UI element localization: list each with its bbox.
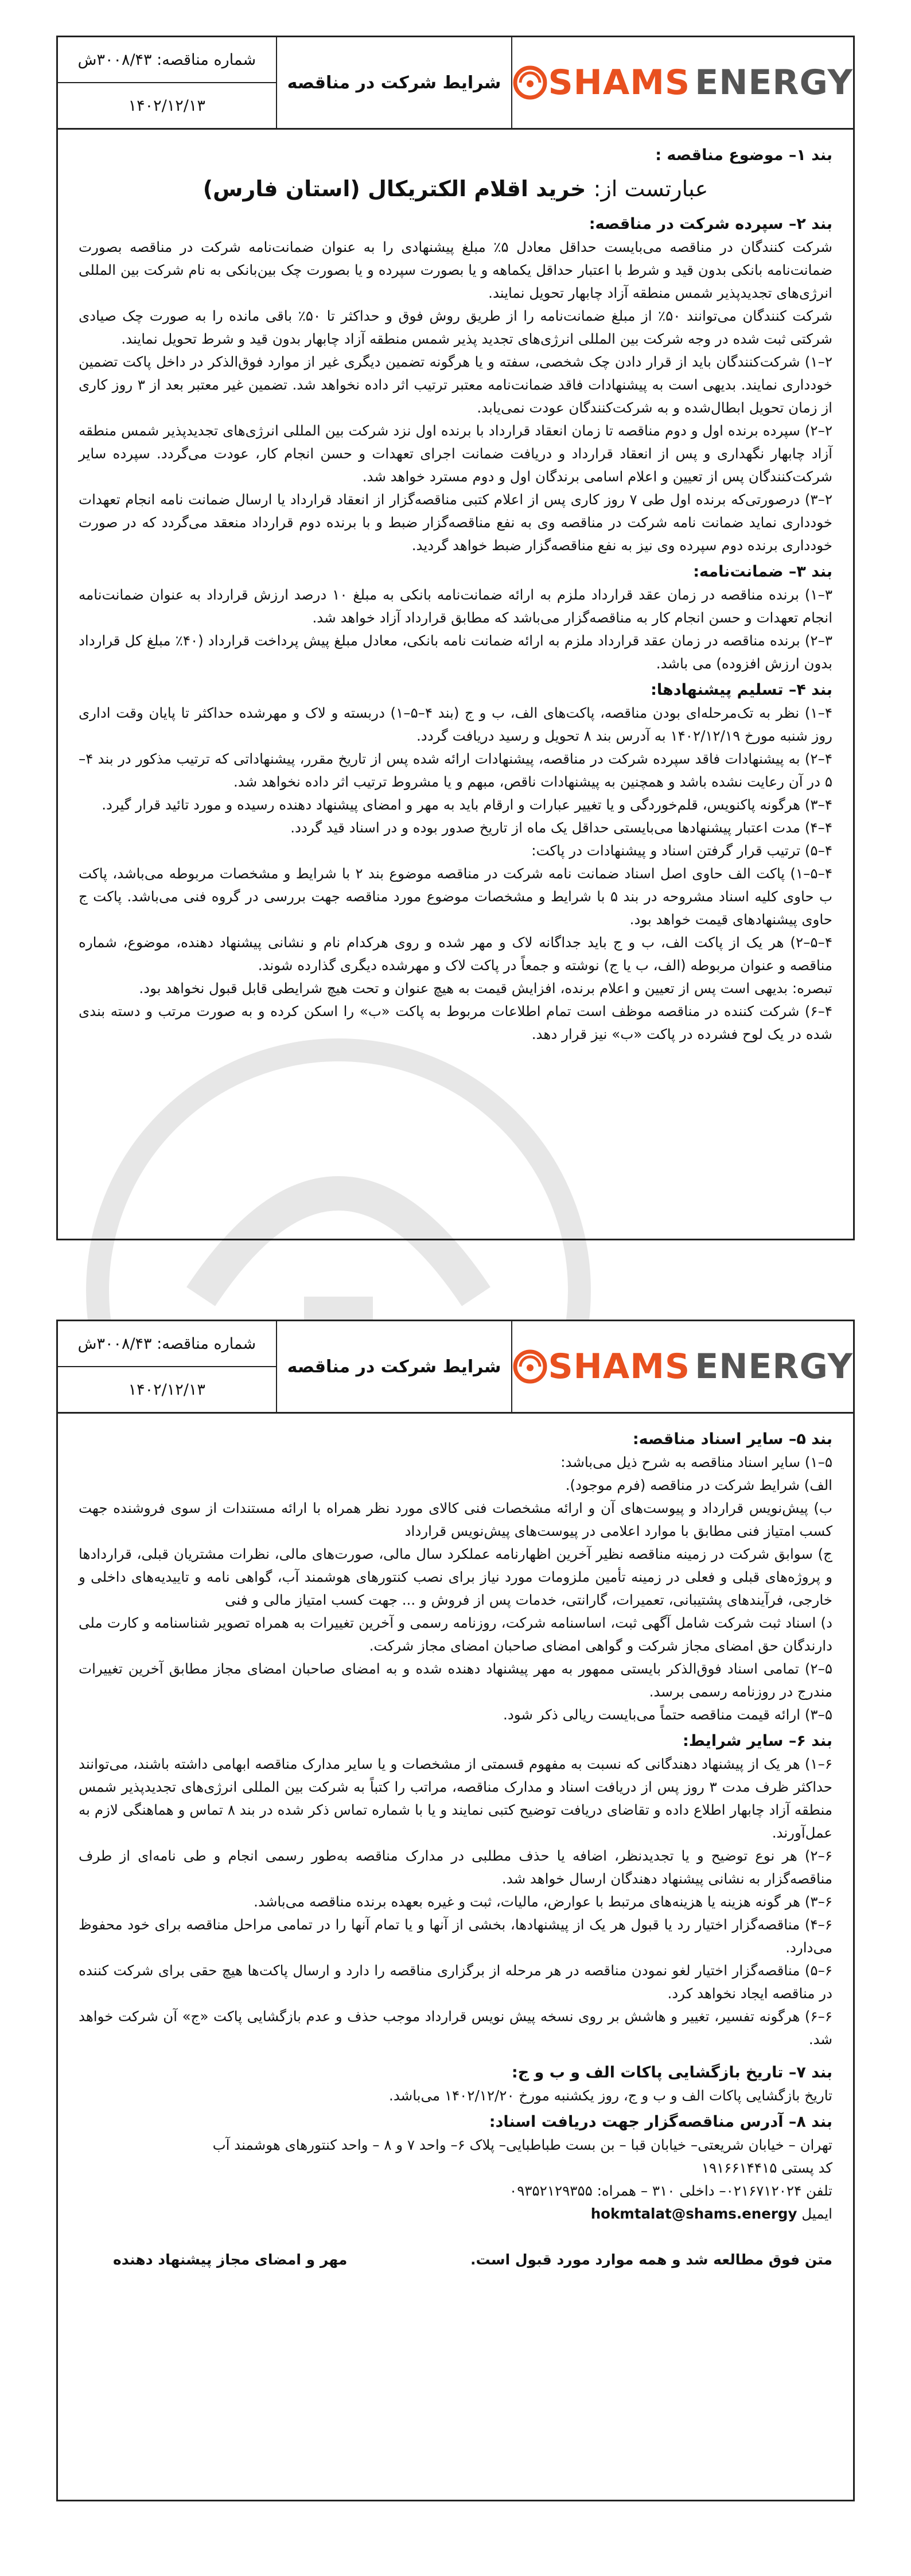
email-label: ایمیل: [801, 2205, 832, 2222]
paragraph: ۶–۴) مناقصه‌گزار اختیار رد یا قبول هر یک از پیشنهادها، بخشی از آنها و یا تمام آنها را در تمامی مراحل مناقصه برای خود محفوظ می‌دارد.: [79, 1916, 832, 1956]
paragraph: ۶–۵) مناقصه‌گزار اختیار لغو نمودن مناقصه در هر مرحله از برگزاری مناقصه را دارد و ارسال پاکت‌ها هیچ حقی برای شرکت کننده در مناقصه ایجاد نخواهد کرد.: [79, 1962, 832, 2002]
postal-code: کد پستی ۱۹۱۶۶۱۴۴۱۵: [701, 2159, 832, 2176]
company-logo: [512, 1321, 853, 1412]
section-8-title: بند ۸– آدرس مناقصه‌گزار جهت دریافت اسناد:: [489, 2113, 832, 2131]
logo-energy-text: ENERGY: [695, 63, 853, 103]
tender-number: شماره مناقصه: ۳۰۰۸/۴۳ش: [77, 1334, 256, 1353]
subject-text: خرید اقلام الکتریکال (استان فارس): [203, 176, 586, 201]
paragraph: ب) پیش‌نویس قرارداد و پیوست‌های آن و ارائه مشخصات فنی کالای مورد نظر همراه با ارائه مستندات از سوی فروشنده جهت کسب امتیاز فنی مطابق با موارد اعلامی در پیوست‌های پیش‌نویس قرارداد: [79, 1500, 832, 1539]
page-header: [58, 1321, 853, 1414]
section-3-title: بند ۳– ضمانت‌نامه:: [693, 563, 832, 581]
paragraph: ۵–۱) سایر اسناد مناقصه به شرح ذیل می‌باشد:: [560, 1454, 832, 1470]
section-6-title: بند ۶– سایر شرایط:: [682, 1732, 832, 1750]
section-1-title: بند ۱– موضوع مناقصه :: [655, 146, 832, 164]
page-1-body: [79, 141, 832, 1046]
signature-row: [79, 2248, 832, 2271]
paragraph: تبصره: بدیهی است پس از تعیین و اعلام برنده، افزایش قیمت به هیچ عنوان و تحت هیچ شرایطی قابل قبول نخواهد بود.: [139, 980, 832, 997]
paragraph: ۴–۲) به پیشنهادات فاقد سپرده شرکت در مناقصه، پیشنهادات ارائه شده پس از تاریخ مقرر، پیشنهاداتی که ترتیب مذکور در بند ۴–۵ در آن رعایت نشده باشد و همچنین به پیشنهادات ناقص، مبهم و یا مشروط ترتیب اثر داده نخواهد شد.: [79, 750, 832, 790]
phone-line: تلفن ۰۲۱۶۷۱۲۰۲۴– داخلی ۳۱۰ – همراه: ۰۹۳۵۲۱۲۹۳۵۵: [509, 2182, 832, 2199]
paragraph: ۵–۳) ارائه قیمت مناقصه حتماً می‌بایست ریالی ذکر شود.: [503, 1706, 832, 1723]
signature-label: مهر و امضای مجاز پیشنهاد دهنده: [113, 2251, 348, 2268]
paragraph: ۴–۵–۲) هر یک از پاکت الف، ب و ج باید جداگانه لاک و مهر شده و روی هرکدام نام و نشانی پیشنهاد دهنده، موضوع، شماره مناقصه و عنوان مربوطه (الف، ب یا ج) نوشته و جمعاً در پاکت لاک و مهرشده دیگری گذارده شوند.: [79, 934, 832, 974]
paragraph: تاریخ بازگشایی پاکات الف و ب و ج، روز یکشنبه مورخ ۱۴۰۲/۱۲/۲۰ می‌باشد.: [389, 2087, 832, 2104]
paragraph: ۳–۲) برنده مناقصه در زمان عقد قرارداد ملزم به ارائه ضمانت نامه بانکی، معادل مبلغ پیش پرداخت قرارداد (۴۰٪ مبلغ کل قرارداد بدون ارزش افزوده) می باشد.: [79, 632, 832, 672]
paragraph: ۴–۵) ترتیب قرار گرفتن اسناد و پیشنهادات در پاکت:: [531, 842, 832, 859]
email-link[interactable]: hokmtalat@shams.energy: [590, 2205, 797, 2222]
closing-statement: متن فوق مطالعه شد و همه موارد مورد قبول است.: [470, 2251, 832, 2268]
page-2-body: [79, 1425, 832, 2271]
company-logo: [512, 37, 853, 128]
paragraph: ۴–۳) هرگونه پاکنویس، قلم‌خوردگی و یا تغییر عبارات و ارقام باید به مهر و امضای پیشنهاد دهنده رسیده و مورد تائید قرار گیرد.: [102, 796, 832, 813]
paragraph: شرکت کنندگان در مناقصه می‌بایست حداقل معادل ۵٪ مبلغ پیشنهادی را به عنوان ضمانت‌نامه شرکت در مناقصه بصورت ضمانت‌نامه بانکی بدون قید و شرط با اعتبار حداقل یکماهه و یا بصورت سپرده و یا بصورت چک بین‌بانکی به نام شرکت بین المللی انرژی‌های تجدیدپذیر شمس منطقه آزاد چابهار تحویل نمایند.: [79, 239, 832, 301]
paragraph: ۶–۳) هر گونه هزینه یا هزینه‌های مرتبط با عوارض، مالیات، ثبت و غیره بعهده برنده مناقصه می‌باشد.: [254, 1893, 832, 1910]
header-title: شرایط شرکت در مناقصه: [277, 1321, 513, 1412]
tender-date: ۱۴۰۲/۱۲/۱۳: [58, 82, 276, 128]
paragraph: ۴–۴) مدت اعتبار پیشنهادها می‌بایستی حداقل یک ماه از تاریخ صدور بوده و در اسناد قید گردد.: [290, 819, 832, 836]
logo-shams-text: SHAMS: [548, 63, 691, 103]
section-4-title: بند ۴– تسلیم پیشنهادها:: [651, 681, 832, 699]
document-page-1: [56, 36, 855, 1240]
paragraph: ۴–۱) نظر به تک‌مرحله‌ای بودن مناقصه، پاکت‌های الف، ب و ج (بند ۴–۵–۱) دربسته و لاک و مهرشده حداکثر تا پایان وقت اداری روز شنبه مورخ ۱۴۰۲/۱۲/۱۹ به آدرس بند ۸ تحویل و رسید دریافت گردد.: [79, 705, 832, 744]
tender-number: شماره مناقصه: ۳۰۰۸/۴۳ش: [77, 50, 256, 69]
page-header: [58, 37, 853, 130]
tender-meta-box: [58, 37, 277, 128]
tender-meta-box: [58, 1321, 277, 1412]
tender-date: ۱۴۰۲/۱۲/۱۳: [58, 1366, 276, 1412]
sun-logo-icon: [512, 65, 548, 100]
paragraph: شرکت کنندگان می‌توانند ۵۰٪ از مبلغ ضمانت‌نامه را از طریق روش فوق و حداکثر تا ۵۰٪ باقی مانده را به صورت چک صیادی شرکتی ثبت شده در وجه شرکت بین المللی انرژی‌های تجدید پذیر شمس منطقه آزاد چابهار بدون قید و شرط تحویل نمایند.: [79, 308, 832, 347]
paragraph: ۳–۱) برنده مناقصه در زمان عقد قرارداد ملزم به ارائه ضمانت‌نامه بانکی به مبلغ ۱۰ درصد ارزش قرارداد به عنوان ضمانت‌نامه انجام تعهدات و حسن انجام کار به مناقصه‌گزار می‌باشد که مطابق قرارداد آزاد خواهد شد.: [79, 586, 832, 626]
paragraph: الف) شرایط شرکت در مناقصه (فرم موجود).: [565, 1477, 832, 1493]
paragraph: ۶–۲) هر نوع توضیح و یا تجدیدنظر، اضافه یا حذف مطلبی در مدارک مناقصه به‌طور رسمی انجام و طی نامه‌ای از طرف مناقصه‌گزار به نشانی پیشنهاد دهندگان ارسال خواهد شد.: [79, 1847, 832, 1887]
paragraph: ۲–۱) شرکت‌کنندگان باید از قرار دادن چک شخصی، سفته و یا هرگونه تضمین دیگری غیر از موارد فوق‌الذکر در داخل پاکت تضمین خودداری نمایند. بدیهی است به پیشنهادات فاقد ضمانت‌نامه معتبر ترتیب اثر داده نخواهد شد. تضمین غیر معتبر بعد از ۳ روز کاری از زمان تحویل ابطال‌شده و به شرکت‌کنندگان عودت نمی‌یابد.: [79, 353, 832, 416]
document-page-2: [56, 1320, 855, 2501]
section-7-title: بند ۷– تاریخ بازگشایی پاکات الف و ب و ج:: [511, 2064, 832, 2081]
header-title: شرایط شرکت در مناقصه: [277, 37, 513, 128]
tender-subject: [79, 177, 832, 200]
subject-lead: عبارتست از:: [593, 176, 708, 201]
paragraph: ۶–۶) هرگونه تفسیر، تغییر و هاشش بر روی نسخه پیش نویس قرارداد موجب حذف و عدم بازگشایی پاکت «ج» آن شرکت خواهد شد.: [79, 2008, 832, 2048]
logo-energy-text: ENERGY: [695, 1347, 853, 1387]
paragraph: ۵–۲) تمامی اسناد فوق‌الذکر بایستی ممهور به مهر پیشنهاد دهنده شده و به امضای صاحبان امضای مجاز مطابق آخرین تغییرات مندرج در روزنامه رسمی برسد.: [79, 1660, 832, 1700]
paragraph: ۶–۱) هر یک از پیشنهاد دهندگانی که نسبت به مفهوم قسمتی از مشخصات و یا سایر مدارک مناقصه ابهامی داشته باشند، می‌توانند حداکثر ظرف مدت ۳ روز پس از دریافت اسناد و مدارک مناقصه، مراتب را کتباً به شرکت بین المللی انرژی‌های تجدیدپذیر شمس منطقه آزاد چابهار اطلاع داده و تقاضای دریافت توضیح کتبی نمایند و یا با شماره تماس ذکر شده در بند ۸ تماس و هماهنگی لازم به عمل‌آورند.: [79, 1756, 833, 1841]
paragraph: ۲–۲) سپرده برنده اول و دوم مناقصه تا زمان انعقاد قرارداد با برنده اول نزد شرکت بین المللی انرژی‌های تجدیدپذیر شمس منطقه آزاد چابهار نگهداری و پس از انعقاد قرارداد و دریافت ضمانت اجرای تعهدات و حسن انجام کار، عودت می‌گردد. سپرده سایر شرکت‌کنندگان پس از تعیین و اعلام اسامی برندگان اول و دوم مسترد خواهد شد.: [79, 422, 832, 485]
email-line: [79, 2203, 832, 2225]
paragraph: ۴–۶) شرکت کننده در مناقصه موظف است تمام اطلاعات مربوط به پاکت «ب» را اسکن کرده و به صورت مرتب و دسته بندی شده در یک لوح فشرده در پاکت «ب» نیز قرار دهد.: [79, 1003, 832, 1042]
sun-logo-icon: [512, 1349, 548, 1384]
paragraph: د) اسناد ثبت شرکت شامل آگهی ثبت، اساسنامه شرکت، روزنامه رسمی و آخرین تغییرات به همراه تصویر شناسنامه و کارت ملی دارندگان حق امضای مجاز شرکت و گواهی امضای صاحبان امضای مجاز شرکت.: [79, 1614, 832, 1654]
section-5-title: بند ۵– سایر اسناد مناقصه:: [632, 1430, 832, 1448]
paragraph: ۴–۵–۱) پاکت الف حاوی اصل اسناد ضمانت نامه شرکت در مناقصه موضوع بند ۲ با شرایط و مشخصات مربوطه می‌باشد، پاکت ب حاوی کلیه اسناد مشروحه در بند ۵ با شرایط و مشخصات موضوع مورد مناقصه جهت بررسی در گروه فنی می‌باشد. پاکت ج حاوی پیشنهادهای قیمت خواهد بود.: [79, 865, 833, 928]
logo-shams-text: SHAMS: [548, 1347, 691, 1387]
address-line: تهران – خیابان شریعتی– خیابان قبا – بن بست طباطبایی– پلاک ۶– واحد ۷ و ۸ – واحد کنتورهای هوشمند آب: [212, 2137, 832, 2153]
paragraph: ۲–۳) درصورتی‌که برنده اول طی ۷ روز کاری پس از اعلام کتبی مناقصه‌گزار از انعقاد قرارداد یا ارسال ضمانت نامه انجام تعهدات خودداری نماید ضمانت نامه شرکت در مناقصه وی به نفع مناقصه‌گزار ضبط و با برنده دوم قرارداد منعقد می‌گردد که در صورت خودداری برنده دوم سپرده وی نیز به نفع مناقصه‌گزار ضبط خواهد گردید.: [79, 491, 833, 554]
section-2-title: بند ۲– سپرده شرکت در مناقصه:: [589, 215, 832, 233]
paragraph: ج) سوابق شرکت در زمینه مناقصه نظیر آخرین اظهارنامه عملکرد سال مالی، صورت‌های مالی، نظرات مشتریان قبلی، قراردادها و پروژه‌های قبلی و فعلی در زمینه تأمین ملزومات مورد نیاز برای نصب کنتورهای هوشمند آب، گواهی نامه و تاییدیه‌های داخلی و خارجی، فرآیندهای پشتیبانی، تعمیرات، گارانتی، خدمات پس از فروش و ... جهت کسب امتیاز مالی و فنی: [79, 1546, 832, 1608]
